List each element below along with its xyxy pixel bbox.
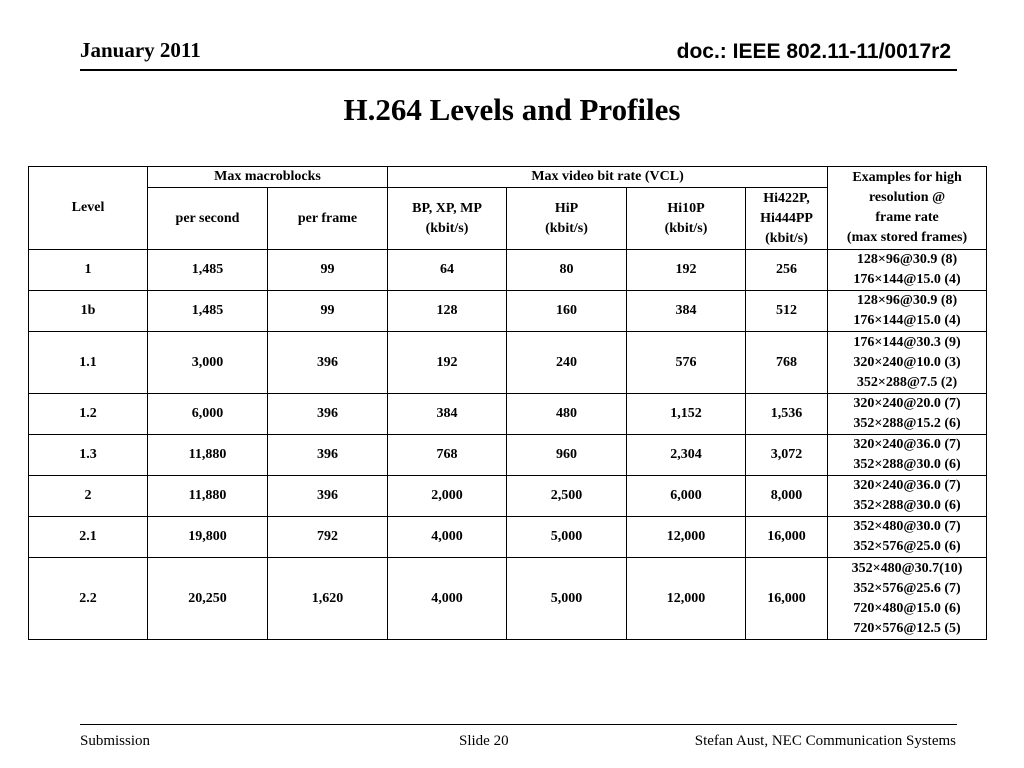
- header-doc-id: doc.: IEEE 802.11-11/0017r2: [676, 40, 951, 63]
- cell-hi422p: 16,000: [746, 558, 828, 640]
- cell-hi10p: 6,000: [627, 476, 746, 517]
- header-line: Hi10P: [667, 200, 705, 216]
- cell-per-frame: 396: [268, 332, 388, 394]
- cell-per-second: 20,250: [148, 558, 268, 640]
- header-line: BP, XP, MP: [412, 200, 482, 216]
- cell-hi10p: 12,000: [627, 517, 746, 558]
- cell-hip: 2,500: [507, 476, 627, 517]
- example-line: 352×480@30.0 (7): [853, 519, 961, 534]
- cell-examples: [828, 476, 987, 517]
- example-line: 176×144@15.0 (4): [853, 313, 961, 328]
- cell-hip: 80: [507, 250, 627, 291]
- example-line: 128×96@30.9 (8): [856, 252, 958, 267]
- footer-slide-number: Slide 20: [459, 733, 509, 749]
- cell-per-second: 1,485: [148, 250, 268, 291]
- example-line: 352×480@30.7(10): [851, 560, 963, 576]
- cell-bp: 192: [388, 332, 507, 394]
- table-row: [29, 558, 987, 640]
- cell-hi422p: 8,000: [746, 476, 828, 517]
- footer-divider: [80, 724, 957, 725]
- example-line: 320×240@36.0 (7): [853, 437, 961, 452]
- cell-per-frame: 99: [268, 291, 388, 332]
- cell-examples: [828, 250, 987, 291]
- header-max-macroblocks: Max macroblocks: [148, 167, 388, 188]
- header-hi422p: [746, 188, 828, 250]
- cell-per-frame: 396: [268, 476, 388, 517]
- cell-level: 2: [29, 476, 148, 517]
- header-line: (kbit/s): [425, 220, 469, 236]
- cell-level: 2.2: [29, 558, 148, 640]
- header-examples-line: resolution @: [868, 190, 946, 205]
- cell-per-second: 1,485: [148, 291, 268, 332]
- header-line: HiP: [554, 200, 579, 216]
- cell-per-second: 3,000: [148, 332, 268, 394]
- cell-per-frame: 99: [268, 250, 388, 291]
- cell-hi422p: 256: [746, 250, 828, 291]
- cell-per-frame: 1,620: [268, 558, 388, 640]
- header-hip: [507, 188, 627, 250]
- cell-level: 1: [29, 250, 148, 291]
- cell-per-second: 11,880: [148, 435, 268, 476]
- header-line: Hi444PP: [760, 210, 813, 226]
- example-line: 176×144@30.3 (9): [853, 334, 961, 350]
- cell-bp: 4,000: [388, 558, 507, 640]
- header-max-bitrate: Max video bit rate (VCL): [388, 167, 828, 188]
- cell-hi10p: 2,304: [627, 435, 746, 476]
- cell-examples: [828, 517, 987, 558]
- example-line: 320×240@10.0 (3): [853, 354, 961, 370]
- header-examples-line: frame rate: [875, 210, 939, 225]
- cell-hip: 5,000: [507, 517, 627, 558]
- table-row: [29, 394, 987, 435]
- cell-hip: 960: [507, 435, 627, 476]
- cell-bp: 384: [388, 394, 507, 435]
- footer-submission: Submission: [80, 733, 151, 749]
- header-date: January 2011: [80, 38, 201, 62]
- table-row: [29, 476, 987, 517]
- header-per-second: per second: [148, 188, 268, 250]
- header-examples-line: Examples for high: [852, 170, 962, 185]
- example-line: 128×96@30.9 (8): [856, 293, 958, 308]
- cell-hi10p: 12,000: [627, 558, 746, 640]
- table-row: [29, 435, 987, 476]
- cell-per-frame: 396: [268, 394, 388, 435]
- cell-hi422p: 16,000: [746, 517, 828, 558]
- header-per-frame: per frame: [268, 188, 388, 250]
- example-line: 352×288@7.5 (2): [856, 374, 958, 390]
- example-line: 720×480@15.0 (6): [853, 600, 961, 616]
- table-row: [29, 291, 987, 332]
- cell-examples: [828, 291, 987, 332]
- header-line: (kbit/s): [545, 220, 588, 236]
- cell-hi10p: 384: [627, 291, 746, 332]
- cell-level: 1.2: [29, 394, 148, 435]
- cell-examples: [828, 558, 987, 640]
- cell-level: 1.3: [29, 435, 148, 476]
- cell-per-second: 11,880: [148, 476, 268, 517]
- cell-hip: 480: [507, 394, 627, 435]
- cell-examples: [828, 435, 987, 476]
- header-line: (kbit/s): [765, 230, 808, 246]
- cell-hi422p: 3,072: [746, 435, 828, 476]
- cell-per-frame: 792: [268, 517, 388, 558]
- header-examples-line: (max stored frames): [846, 230, 968, 245]
- example-line: 352×288@15.2 (6): [853, 416, 961, 431]
- footer-author: Stefan Aust, NEC Communication Systems: [694, 733, 956, 749]
- table-row: [29, 517, 987, 558]
- levels-table: [28, 166, 987, 640]
- cell-hip: 160: [507, 291, 627, 332]
- example-line: 352×576@25.0 (6): [853, 539, 961, 554]
- table-row: [29, 250, 987, 291]
- cell-hip: 240: [507, 332, 627, 394]
- slide-title: H.264 Levels and Profiles: [343, 92, 681, 127]
- cell-examples: [828, 332, 987, 394]
- cell-level: 2.1: [29, 517, 148, 558]
- example-line: 320×240@36.0 (7): [853, 478, 961, 493]
- cell-per-second: 19,800: [148, 517, 268, 558]
- example-line: 352×288@30.0 (6): [853, 498, 961, 513]
- header-line: (kbit/s): [664, 220, 708, 236]
- cell-bp: 768: [388, 435, 507, 476]
- header-level: Level: [29, 167, 148, 250]
- cell-level: 1b: [29, 291, 148, 332]
- header-hi10p: [627, 188, 746, 250]
- example-line: 352×576@25.6 (7): [853, 580, 961, 596]
- cell-bp: 4,000: [388, 517, 507, 558]
- cell-level: 1.1: [29, 332, 148, 394]
- table-row: [29, 332, 987, 394]
- header-examples: [828, 167, 987, 250]
- example-line: 320×240@20.0 (7): [853, 396, 961, 411]
- example-line: 720×576@12.5 (5): [853, 620, 961, 636]
- cell-hi422p: 512: [746, 291, 828, 332]
- cell-hi422p: 768: [746, 332, 828, 394]
- cell-bp: 128: [388, 291, 507, 332]
- example-line: 176×144@15.0 (4): [853, 272, 961, 287]
- example-line: 352×288@30.0 (6): [853, 457, 961, 472]
- cell-examples: [828, 394, 987, 435]
- cell-per-second: 6,000: [148, 394, 268, 435]
- header-divider: [80, 69, 957, 71]
- cell-hi10p: 1,152: [627, 394, 746, 435]
- cell-bp: 2,000: [388, 476, 507, 517]
- cell-bp: 64: [388, 250, 507, 291]
- cell-hi10p: 576: [627, 332, 746, 394]
- cell-per-frame: 396: [268, 435, 388, 476]
- cell-hi10p: 192: [627, 250, 746, 291]
- header-line: Hi422P,: [763, 190, 810, 206]
- cell-hip: 5,000: [507, 558, 627, 640]
- cell-hi422p: 1,536: [746, 394, 828, 435]
- header-bp-xp-mp: [388, 188, 507, 250]
